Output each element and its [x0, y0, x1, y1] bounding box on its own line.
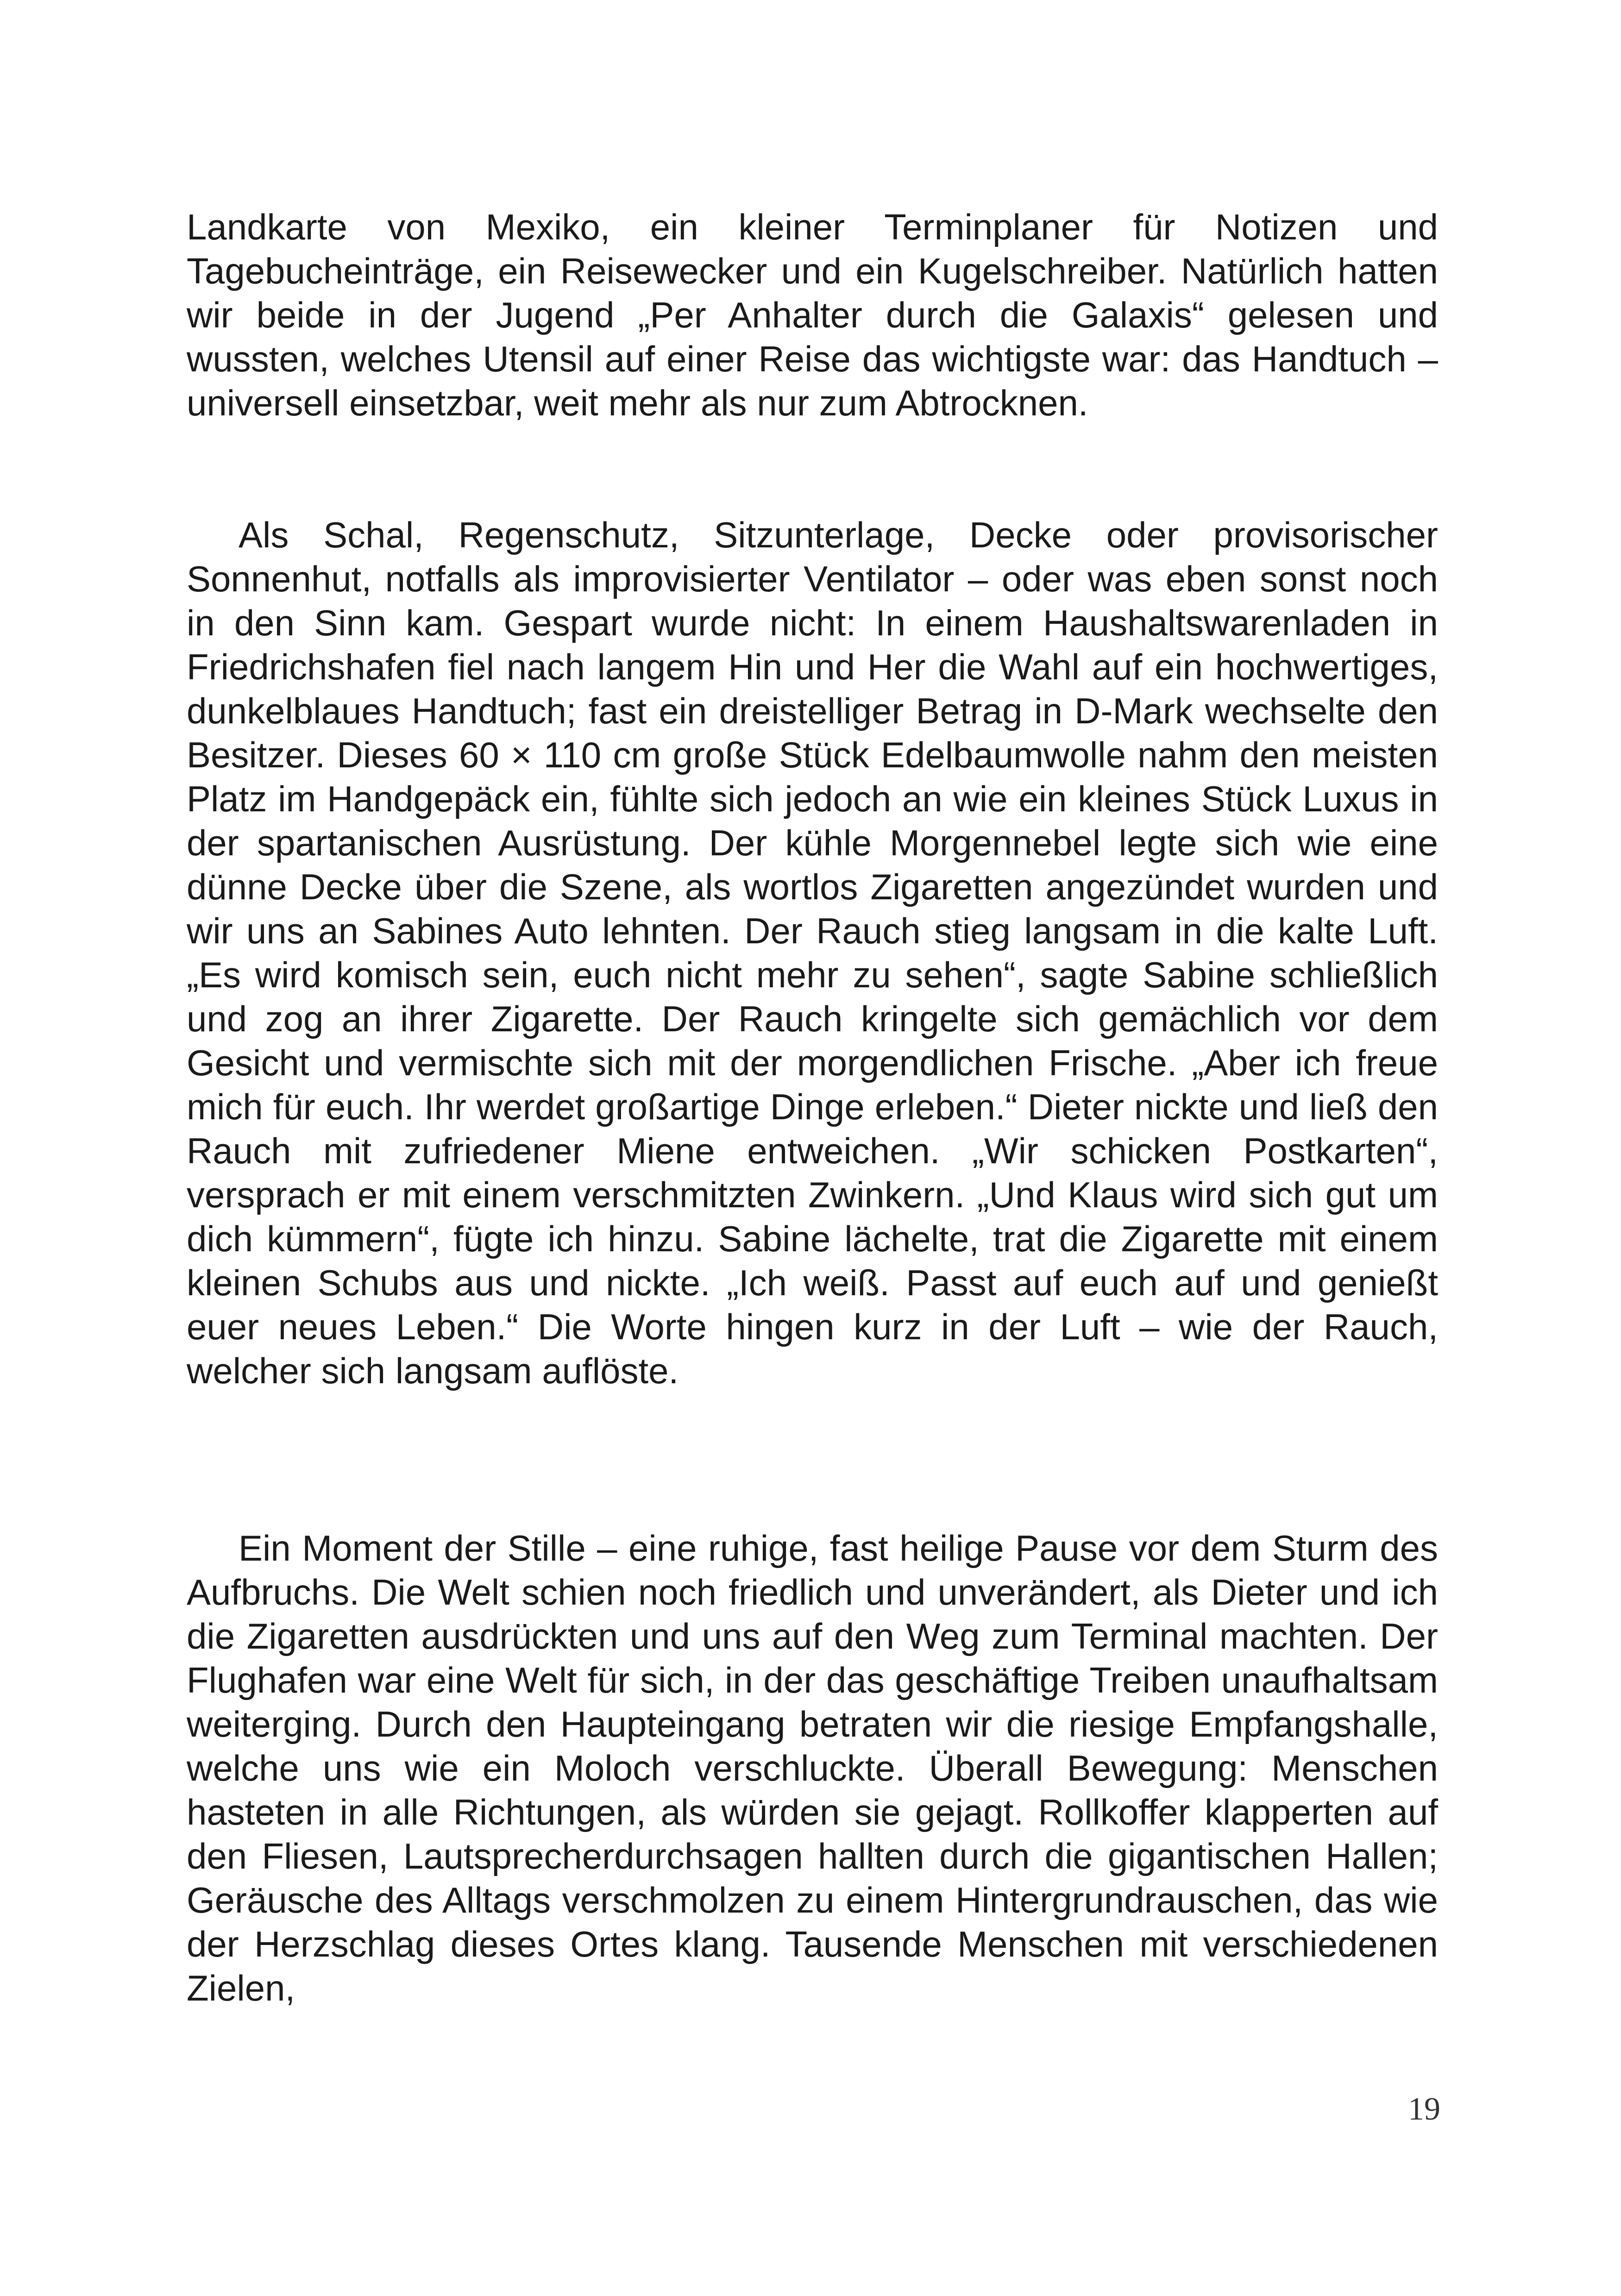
paragraph-3: Ein Moment der Stille – eine ruhige, fast heilige Pause vor dem Sturm des Aufbruchs. Die Welt schien noch friedlich und unverändert, als Dieter und ich die Zigaretten ausdrückten und uns auf den Weg zum Terminal machten. Der Flughafen war eine Welt für sich, in der das geschäftige Treiben unaufhaltsam weiterging. Durch den Haupteingang betraten wir die riesige Empfangshalle, welche uns wie ein Moloch verschluckte. Überall Bewegung: Menschen hasteten in alle Richtungen, als würden sie gejagt. Rollkoffer klapperten auf den Fliesen, Lautsprecherdurchsagen hallten durch die gigantischen Hallen; Geräusche des Alltags verschmolzen zu einem Hintergrundrauschen, das wie der Herzschlag dieses Ortes klang. Tausende Menschen mit verschiedenen Zielen,	[187, 1528, 1438, 2008]
paragraph-2: Als Schal, Regenschutz, Sitzunterlage, Decke oder provisorischer Sonnenhut, notfalls als improvisierter Ventilator – oder was eben sonst noch in den Sinn kam. Gespart wurde nicht: In einem Haushaltswarenladen in Friedrichshafen fiel nach langem Hin und Her die Wahl auf ein hochwertiges, dunkelblaues Handtuch; fast ein dreistelliger Betrag in D-Mark wechselte den Besitzer. Dieses 60 × 110 cm große Stück Edelbaumwolle nahm den meisten Platz im Handgepäck ein, fühlte sich jedoch an wie ein kleines Stück Luxus in der spartanischen Ausrüstung. Der kühle Morgennebel legte sich wie eine dünne Decke über die Szene, als wortlos Zigaretten angezündet wurden und wir uns an Sabines Auto lehnten. Der Rauch stieg langsam in die kalte Luft. „Es wird komisch sein, euch nicht mehr zu sehen“, sagte Sabine schließlich und zog an ihrer Zigarette. Der Rauch kringelte sich gemächlich vor dem Gesicht und vermischte sich mit der morgendlichen Frische. „Aber ich freue mich für euch. Ihr werdet großartige Dinge erleben.“ Dieter nickte und ließ den Rauch mit zufriedener Miene entweichen. „Wir schicken Postkarten“, versprach er mit einem verschmitzten Zwinkern. „Und Klaus wird sich gut um dich kümmern“, fügte ich hinzu. Sabine lächelte, trat die Zigarette mit einem kleinen Schubs aus und nickte. „Ich weiß. Passt auf euch auf und genießt euer neues Leben.“ Die Worte hingen kurz in der Luft – wie der Rauch, welcher sich langsam auflöste.	[187, 514, 1438, 1391]
paragraph-1: Landkarte von Mexiko, ein kleiner Terminplaner für Notizen und Tagebucheinträge, ein Reisewecker und ein Kugelschreiber. Natürlich hatten wir beide in der Jugend „Per Anhalter durch die Galaxis“ gelesen und wussten, welches Utensil auf einer Reise das wichtigste war: das Handtuch – universell einsetzbar, weit mehr als nur zum Abtrocknen.	[187, 207, 1438, 423]
page-number: 19	[1408, 2091, 1440, 2127]
